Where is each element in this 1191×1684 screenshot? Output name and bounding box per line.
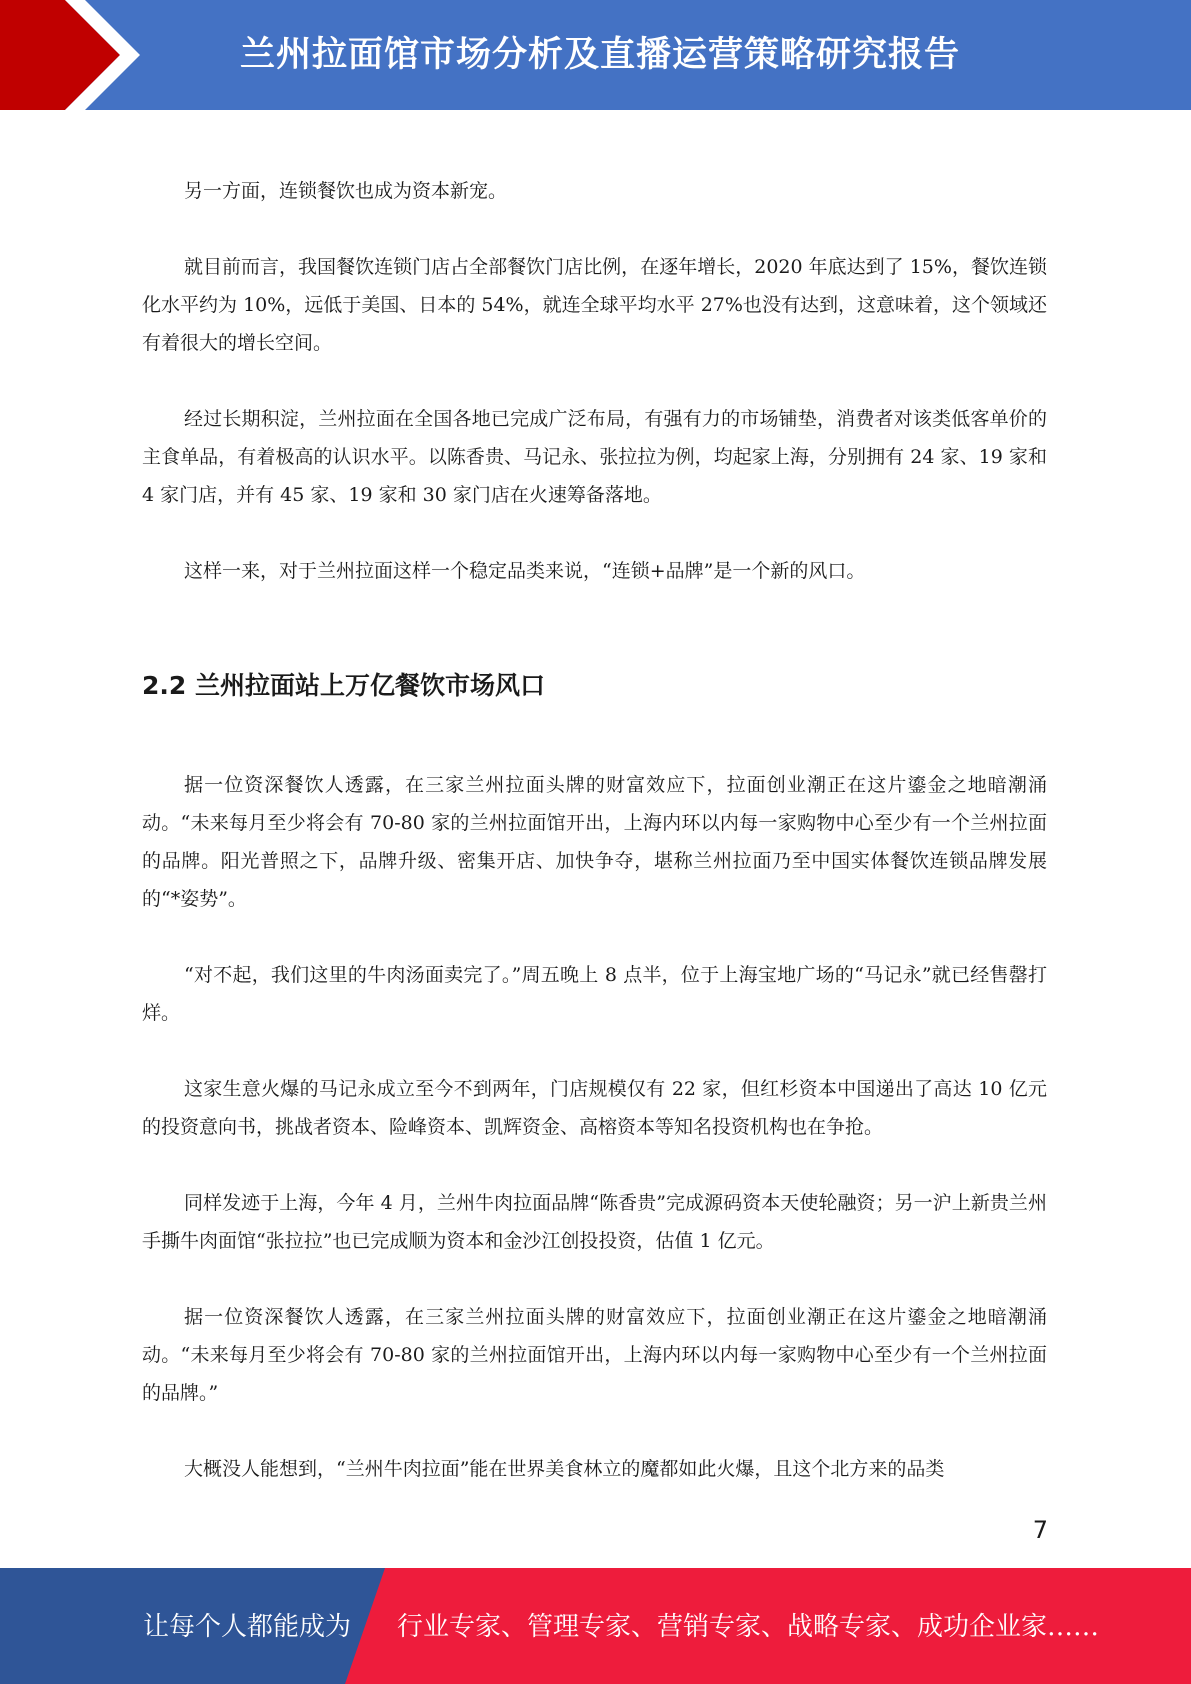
main-content — [142, 172, 1047, 1488]
paragraph: 就目前而言，我国餐饮连锁门店占全部餐饮门店比例，在逐年增长，2020 年底达到了 15%，餐饮连锁化水平约为 10%，远低于美国、日本的 54%，就连全球平均水平 27%也没有达到，这意味着，这个领域还有着很大的增长空间。 — [142, 256, 1047, 354]
report-title: 兰州拉面馆市场分析及直播运营策略研究报告 — [240, 35, 961, 75]
paragraph: 据一位资深餐饮人透露，在三家兰州拉面头牌的财富效应下，拉面创业潮正在这片鎏金之地暗潮涌动。“未来每月至少将会有 70-80 家的兰州拉面馆开出，上海内环以内每一家购物中心至少有一个兰州拉面的品牌。阳光普照之下，品牌升级、密集开店、加快争夺，堪称兰州拉面乃至中国实体餐饮连锁品牌发展的“*姿势”。 — [142, 774, 1047, 910]
paragraph: 大概没人能想到，“兰州牛肉拉面”能在世界美食林立的魔都如此火爆，且这个北方来的品类 — [184, 1458, 945, 1480]
header-arrow-decoration — [0, 0, 150, 110]
paragraph: “对不起，我们这里的牛肉汤面卖完了。”周五晚上 8 点半，位于上海宝地广场的“马记永”就已经售罄打烊。 — [142, 964, 1047, 1024]
footer-banner — [0, 1568, 1191, 1684]
paragraph: 另一方面，连锁餐饮也成为资本新宠。 — [184, 180, 508, 202]
paragraph: 经过长期积淀，兰州拉面在全国各地已完成广泛布局，有强有力的市场铺垫，消费者对该类低客单价的主食单品，有着极高的认识水平。以陈香贵、马记永、张拉拉为例，均起家上海，分别拥有 24 家、19 家和 4 家门店，并有 45 家、19 家和 30 家门店在火速筹备落地。 — [142, 408, 1047, 506]
footer-slogan-right: 行业专家、管理专家、营销专家、战略专家、成功企业家…… — [397, 1612, 1100, 1642]
paragraph: 据一位资深餐饮人透露，在三家兰州拉面头牌的财富效应下，拉面创业潮正在这片鎏金之地暗潮涌动。“未来每月至少将会有 70-80 家的兰州拉面馆开出，上海内环以内每一家购物中心至少有一个兰州拉面的品牌。” — [142, 1306, 1047, 1404]
section-heading: 2.2 兰州拉面站上万亿餐饮市场风口 — [142, 671, 545, 700]
header-banner — [0, 0, 1191, 110]
paragraph: 这样一来，对于兰州拉面这样一个稳定品类来说，“连锁+品牌”是一个新的风口。 — [184, 560, 866, 582]
paragraph: 同样发迹于上海，今年 4 月，兰州牛肉拉面品牌“陈香贵”完成源码资本天使轮融资；另一沪上新贵兰州手撕牛肉面馆“张拉拉”也已完成顺为资本和金沙江创投投资，估值 1 亿元。 — [142, 1192, 1047, 1252]
page-number: 7 — [1032, 1516, 1048, 1544]
paragraph: 这家生意火爆的马记永成立至今不到两年，门店规模仅有 22 家，但红杉资本中国递出了高达 10 亿元的投资意向书，挑战者资本、险峰资本、凯辉资金、高榕资本等知名投资机构也在争抢。 — [142, 1078, 1047, 1138]
footer-slogan-left: 让每个人都能成为 — [143, 1612, 352, 1642]
